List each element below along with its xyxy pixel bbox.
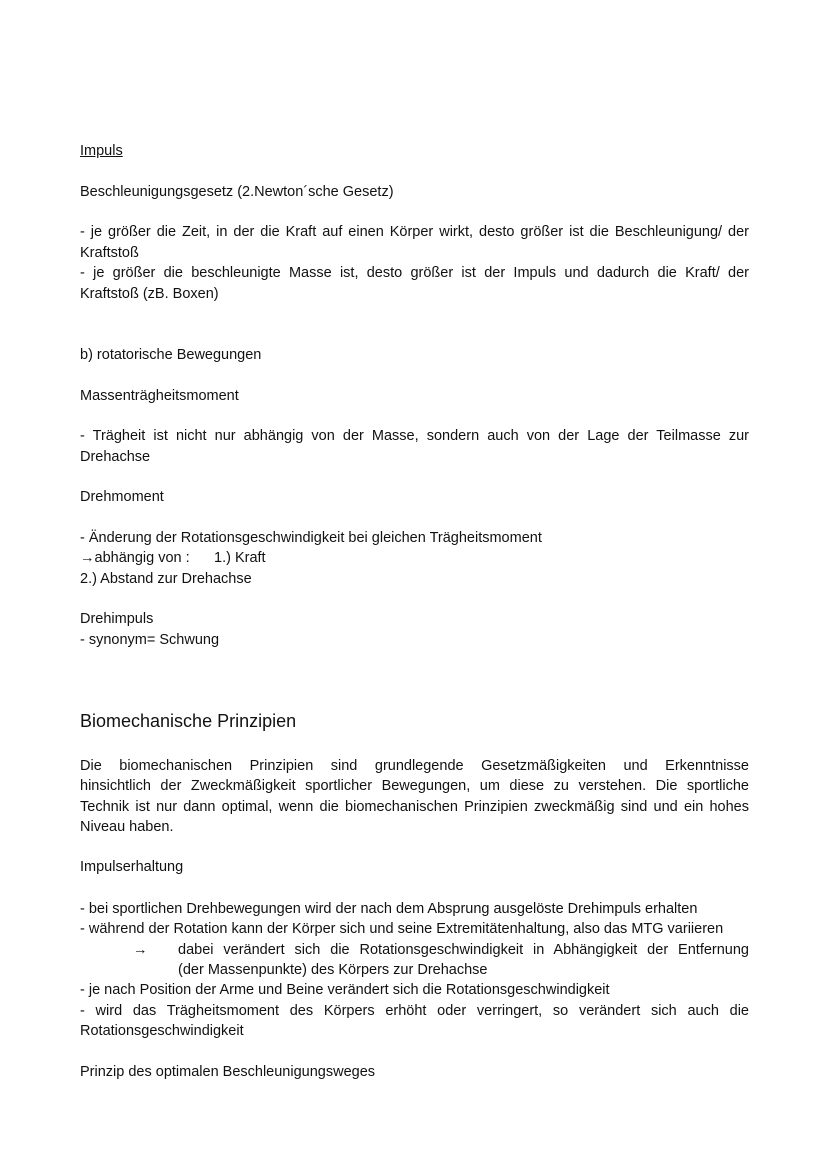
dm-text-line2	[80, 548, 266, 568]
ie-text-line6: - wird das Trägheitsmoment des Körpers erhöht oder verringert, so verändert sich auch die	[80, 1003, 749, 1019]
subheading-massentraegheitsmoment: Massenträgheitsmoment	[80, 388, 239, 404]
subheading-beschleunigungsgesetz: Beschleunigungsgesetz (2.Newton´sche Gesetz)	[80, 184, 394, 200]
intro-paragraph-line2: hinsichtlich der Zweckmäßigkeit sportlicher Bewegungen, um diese zu verstehen. Die sportliche	[80, 778, 749, 794]
subheading-drehimpuls: Drehimpuls	[80, 611, 154, 627]
dm-kraft: 1.) Kraft	[214, 550, 266, 566]
intro-paragraph-line3: Technik ist nur dann optimal, wenn die biomechanischen Prinzipien zweckmäßig sind und ein hohes	[80, 799, 749, 815]
ie-text-line7: Rotationsgeschwindigkeit	[80, 1023, 244, 1039]
bullet-masse-line1: - je größer die beschleunigte Masse ist, desto größer ist der Impuls und dadurch die Kraft/ der	[80, 265, 749, 281]
ie-text-line3: dabei verändert sich die Rotationsgeschwindigkeit in Abhängigkeit der Entfernung	[178, 942, 749, 958]
di-text-line1: - synonym= Schwung	[80, 632, 220, 648]
ie-text-line4: (der Massenpunkte) des Körpers zur Drehachse	[178, 962, 488, 978]
arrow-icon: →	[133, 942, 148, 958]
dm-abhaengig-label: →abhängig von :	[80, 550, 190, 566]
bullet-zeit-line1: - je größer die Zeit, in der die Kraft auf einen Körper wirkt, desto größer ist die Beschleunigung/ der	[80, 224, 749, 240]
subheading-impulserhaltung: Impulserhaltung	[80, 859, 184, 875]
ie-text-line2: - während der Rotation kann der Körper sich und seine Extremitätenhaltung, also das MTG variieren	[80, 921, 724, 937]
mtm-text-line2: Drehachse	[80, 449, 151, 465]
bullet-masse-line2: Kraftstoß (zB. Boxen)	[80, 286, 219, 302]
intro-paragraph-line1: Die biomechanischen Prinzipien sind grundlegende Gesetzmäßigkeiten und Erkenntnisse	[80, 758, 749, 774]
heading-impuls: Impuls	[80, 143, 123, 159]
subheading-optimaler-beschleunigungsweg: Prinzip des optimalen Beschleunigungsweges	[80, 1064, 376, 1080]
mtm-text-line1: - Trägheit ist nicht nur abhängig von der Masse, sondern auch von der Lage der Teilmasse zur	[80, 428, 749, 444]
subheading-drehmoment: Drehmoment	[80, 489, 164, 505]
ie-text-line5: - je nach Position der Arme und Beine verändert sich die Rotationsgeschwindigkeit	[80, 982, 610, 998]
dm-text-line3: 2.) Abstand zur Drehachse	[80, 571, 252, 587]
dm-text-line1: - Änderung der Rotationsgeschwindigkeit bei gleichen Trägheitsmoment	[80, 530, 542, 546]
heading-rotatorische-bewegungen: b) rotatorische Bewegungen	[80, 347, 262, 363]
bullet-zeit-line2: Kraftstoß	[80, 245, 139, 261]
ie-text-line1: - bei sportlichen Drehbewegungen wird der nach dem Absprung ausgelöste Drehimpuls erhalten	[80, 901, 698, 917]
intro-paragraph-line4: Niveau haben.	[80, 819, 174, 835]
heading-biomechanische-prinzipien: Biomechanische Prinzipien	[80, 711, 297, 731]
